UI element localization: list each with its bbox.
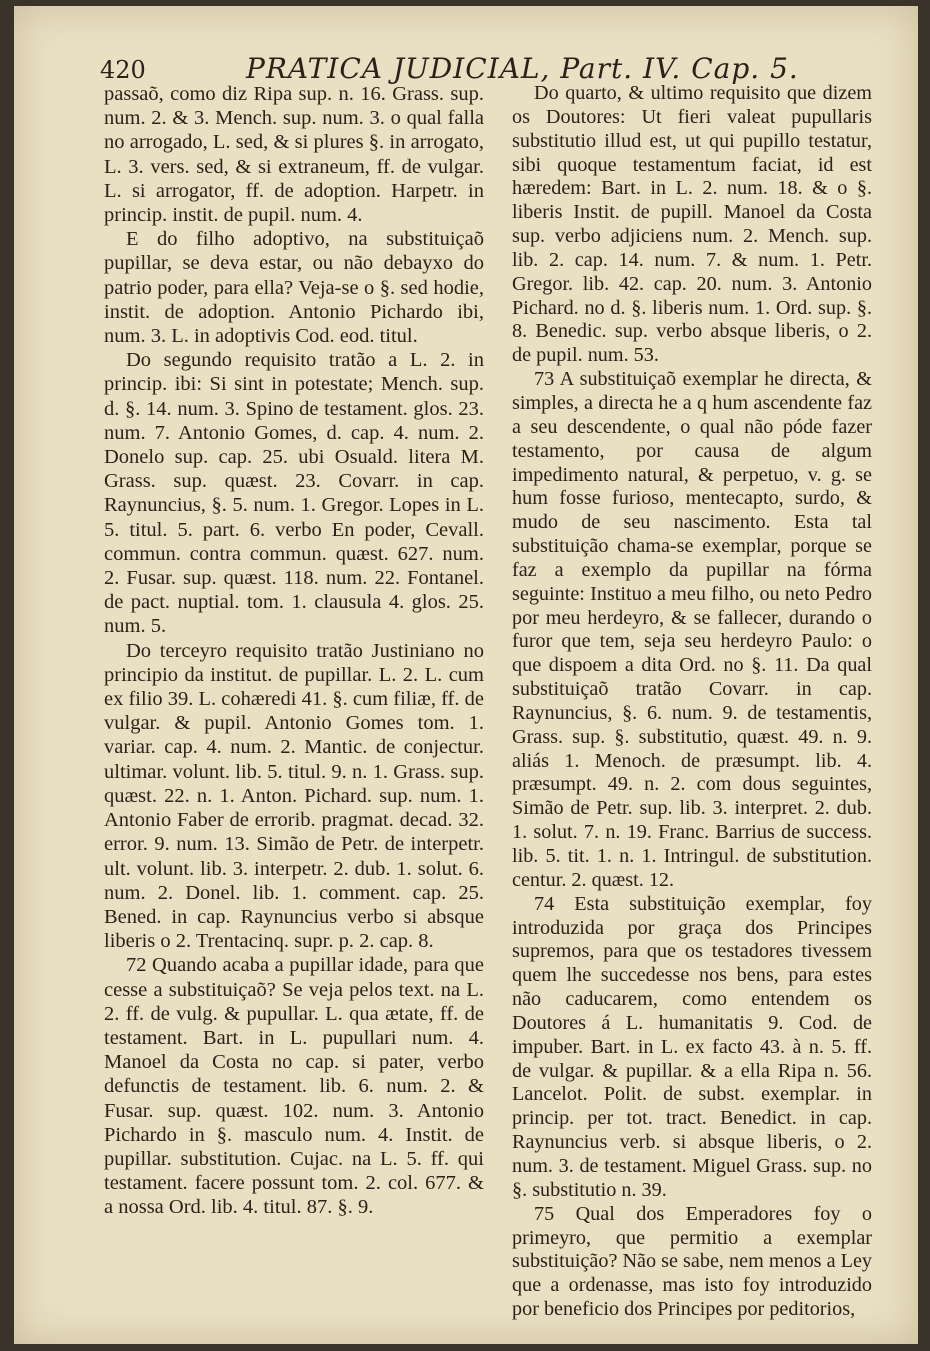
page-number: 420 bbox=[100, 56, 146, 84]
left-paragraph-2: E do filho adoptivo, na substituiçaõ pupillar, se deva estar, ou não debayxo do patrio poder, para ella? Veja-se o §. sed hodie, instit. de adoption. Antonio Pichardo ibi, num. 3. L. in adoptivis Cod. eod. titul. bbox=[104, 228, 484, 348]
right-column bbox=[512, 82, 872, 1322]
right-paragraph-2: 73 A substituiçaõ exemplar he directa, & simples, a directa he a q hum ascendente faz a seu descendente, o qual não póde fazer testamento, por causa de algum impedimento natural, & perpetuo, v. g. se hum fosse furioso, mentecapto, surdo, & mudo de seu nascimento. Esta tal substituição chama-se exemplar, porque se faz a exemplo da pupillar na fórma seguinte: Instituo a meu filho, ou neto Pedro por meu herdeyro, & se fallecer, durando o furor que tem, seja seu herdeyro Paulo: o que dispoem a dita Ord. no §. 11. Da qual substituiçaõ tratão Covarr. in cap. Raynuncius, §. 6. num. 9. de testamentis, Grass. sup. §. substitutio, quæst. 49. n. 9. aliás 1. Menoch. de præsumpt. lib. 4. præsumpt. 49. n. 2. com dous seguintes, Simão de Petr. sup. lib. 3. interpret. 2. dub. 1. solut. 7. n. 19. Franc. Barrius de success. lib. 5. tit. 1. n. 1. Intringul. de substitution. centur. 2. quæst. 12. bbox=[512, 368, 872, 891]
left-paragraph-1: passaõ, como diz Ripa sup. n. 16. Grass. sup. num. 2. & 3. Mench. sup. num. 3. o qual falla no arrogado, L. sed, & si plures §. in arrogato, L. 3. vers. sed, & si extraneum, ff. de vulgar. L. si arrogator, ff. de adoption. Harpetr. in princip. instit. de pupil. num. 4. bbox=[104, 83, 484, 227]
right-paragraph-3: 74 Esta substituição exemplar, foy introduzida por graça dos Principes supremos, para que os testadores tivessem quem lhe succedesse nos bens, para estes não caducarem, como entendem os Doutores á L. humanitatis 9. Cod. de impuber. Bart. in L. ex facto 43. à n. 5. ff. de vulgar. & pupillar. & a ella Ripa n. 56. Lancelot. Polit. de subst. exemplar. in princip. per tot. tract. Benedict. in cap. Raynuncius verb. si absque liberis, o 2. num. 3. de testament. Miguel Grass. sup. no §. substitutio n. 39. bbox=[512, 892, 872, 1201]
left-paragraph-3: Do segundo requisito tratão a L. 2. in princip. ibi: Si sint in potestate; Mench. sup. d. §. 14. num. 3. Spino de testament. glos. 23. num. 7. Antonio Gomes, d. cap. 4. num. 2. Donelo sup. cap. 25. ubi Osuald. litera M. Grass. sup. quæst. 23. Covarr. in cap. Raynuncius, §. 5. num. 1. Gregor. Lopes in L. 5. titul. 5. part. 6. verbo En poder, Cevall. commun. contra commun. quæst. 627. num. 2. Fusar. sup. quæst. 118. num. 22. Fontanel. de pact. nuptial. tom. 1. clausula 4. glos. 25. num. 5. bbox=[104, 349, 484, 638]
left-paragraph-4: Do terceyro requisito tratão Justiniano no principio da institut. de pupillar. L. 2. L. cum ex filio 39. L. cohæredi 41. §. cum filiæ, ff. de vulgar. & pupil. Antonio Gomes tom. 1. variar. cap. 4. num. 2. Mantic. de conjectur. ultimar. volunt. lib. 5. titul. 9. n. 1. Grass. sup. quæst. 22. n. 1. Anton. Pichard. sup. num. 1. Antonio Faber de errorib. pragmat. decad. 32. error. 9. num. 13. Simão de Petr. de interpetr. ult. volunt. lib. 3. interpetr. 2. dub. 1. solut. 6. num. 2. Donel. lib. 1. comment. cap. 25. Bened. in cap. Raynuncius verbo si absque liberis o 2. Trentacinq. supr. p. 2. cap. 8. bbox=[104, 639, 484, 953]
running-title: PRATICA JUDICIAL, Part. IV. Cap. 5. bbox=[246, 52, 799, 85]
left-paragraph-5: 72 Quando acaba a pupillar idade, para que cesse a substituiçaõ? Se veja pelos text. na L. 2. ff. de vulg. & pupullar. L. qua ætate, ff. de testament. Bart. in L. pupullari num. 4. Manoel da Costa no cap. si pater, verbo defunctis de testament. lib. 6. num. 2. & Fusar. sup. quæst. 102. num. 3. Antonio Pichardo in §. masculo num. 4. Instit. de pupillar. substitution. Cujac. na L. 5. ff. qui testament. facere possunt tom. 2. col. 677. & a nossa Ord. lib. 4. titul. 87. §. 9. bbox=[104, 954, 484, 1219]
right-paragraph-4: 75 Qual dos Emperadores foy o primeyro, que permitio a exemplar substituição? Não se sabe, nem menos a Ley que a ordenasse, mas isto foy introduzido por beneficio dos Principes por peditorios, bbox=[512, 1202, 872, 1321]
right-paragraph-1: Do quarto, & ultimo requisito que dizem os Doutores: Ut fieri valeat pupullaris substitutio illud est, ut qui pupillo testatur, sibi quoque testamentum faciat, id est hæredem: Bart. in L. 2. num. 18. & o §. liberis Instit. de pupill. Manoel da Costa sup. verbo adjiciens num. 2. Mench. sup. lib. 2. cap. 14. num. 7. & num. 1. Petr. Gregor. lib. 42. cap. 20. num. 3. Antonio Pichard. no d. §. liberis num. 1. Ord. sup. §. 8. Benedic. sup. verbo absque liberis, o 2. de pupil. num. 53. bbox=[512, 82, 872, 367]
left-column bbox=[104, 82, 484, 1220]
book-page bbox=[14, 6, 918, 1344]
